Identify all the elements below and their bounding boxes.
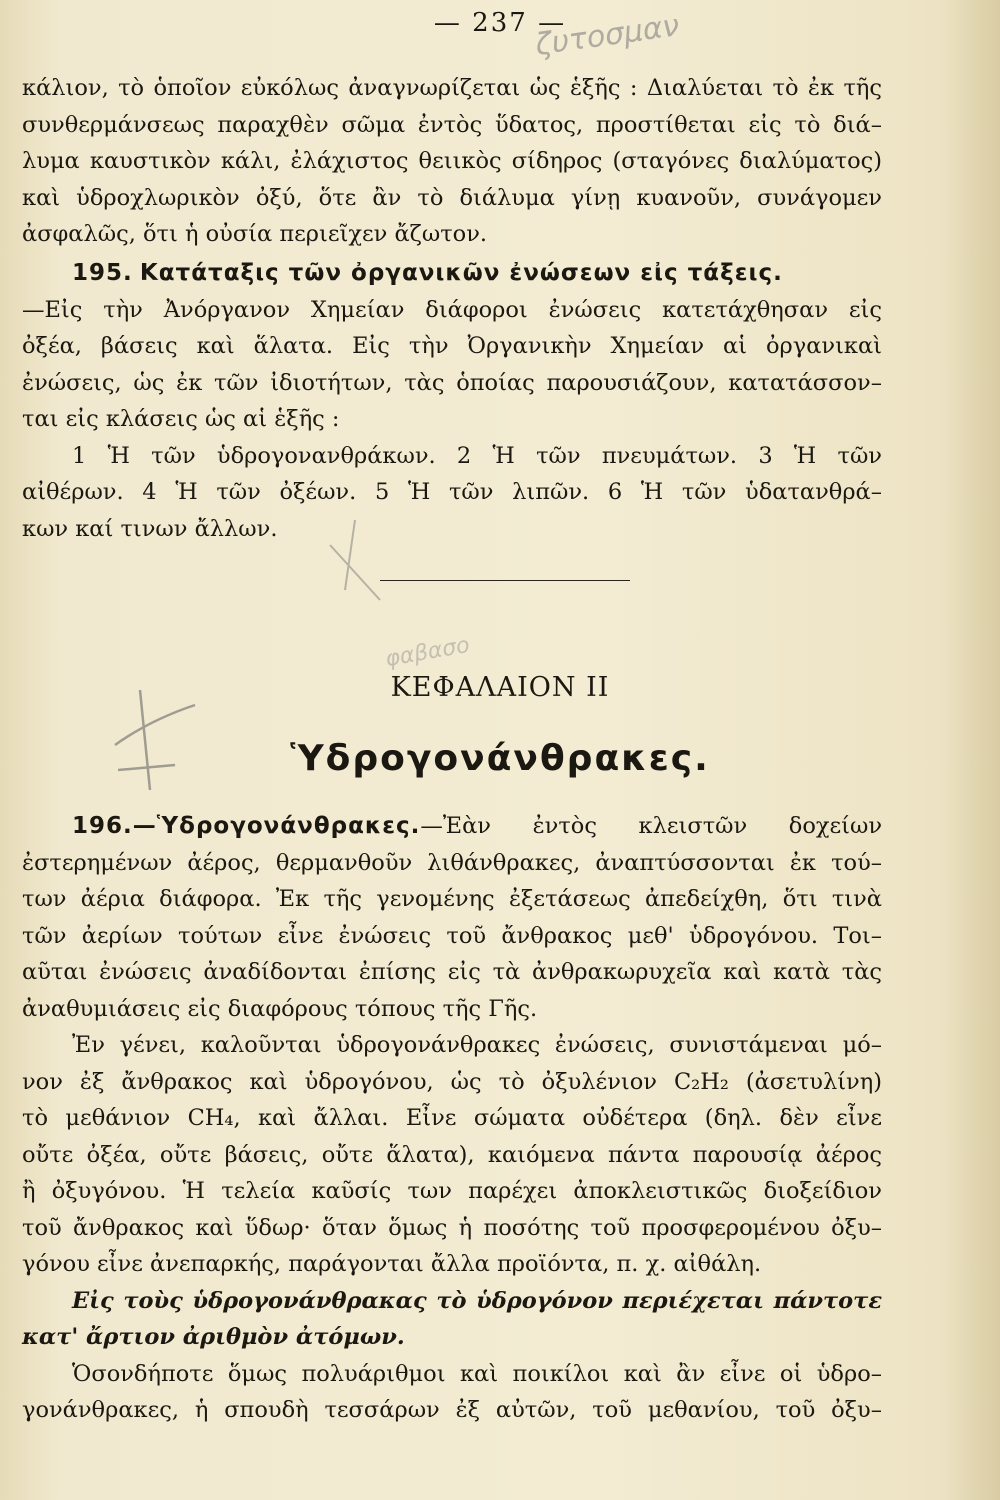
text-line: ἀναθυμιάσεις εἰς διαφόρους τόπους τῆς Γῆς. xyxy=(22,995,538,1022)
text-line: Ὁσονδήποτε ὅμως πολυάριθμοι καὶ ποικίλοι καὶ ἂν εἶνε οἱ ὑδρο– xyxy=(72,1360,882,1387)
section-heading: —Ὑδρογονάνθρακες. xyxy=(132,813,421,839)
text-line: Ἐν γένει, καλοῦνται ὑδρογονάνθρακες ἐνώσεις, συνιστάμεναι μό– xyxy=(72,1032,882,1058)
section-195 xyxy=(22,255,882,547)
section-number: 196. xyxy=(72,813,133,839)
text-line: καὶ ὑδροχλωρικὸν ὀξύ, ὅτε ἂν τὸ διάλυμα γίνῃ κυανοῦν, συνάγομεν xyxy=(22,184,882,211)
class-list-line: αἰθέρων. 4 Ἡ τῶν ὀξέων. 5 Ἡ τῶν λιπῶν. 6 Ἡ τῶν ὑδατανθρά– xyxy=(22,479,882,505)
text-line: κάλιον, τὸ ὁποῖον εὐκόλως ἀναγνωρίζεται ὡς ἑξῆς : Διαλύεται τὸ ἐκ τῆς xyxy=(22,75,882,101)
text-line: συνθερμάνσεως παραχθὲν σῶμα ἐντὸς ὕδατος, προστίθεται εἰς τὸ διά– xyxy=(22,111,882,138)
section-196 xyxy=(22,808,882,1429)
text-line: νον ἐξ ἄνθρακος καὶ ὑδρογόνου, ὡς τὸ ὀξυλένιον C₂H₂ (ἀσετυλίνη) xyxy=(22,1068,882,1095)
text-line: ἐνώσεις, ὡς ἐκ τῶν ἰδιοτήτων, τὰς ὁποίας παρουσιάζουν, κατατάσσον– xyxy=(22,369,882,396)
text-line: τὸ μεθάνιον CH₄, καὶ ἄλλαι. Εἶνε σώματα οὐδέτερα (δηλ. δὲν εἶνε xyxy=(22,1105,882,1131)
pencil-annotation-top: ζυτοσμαν xyxy=(533,8,682,63)
text-line: —Εἰς τὴν Ἀνόργανον Χημείαν διάφοροι ἐνώσεις κατετάχθησαν εἰς xyxy=(22,296,882,323)
text-line: ἀσφαλῶς, ὅτι ἡ οὐσία περιεῖχεν ἄζωτον. xyxy=(22,221,488,247)
text-line: λυμα καυστικὸν κάλι, ἐλάχιστος θειικὸς σίδηρος (σταγόνες διαλύματος) xyxy=(22,148,882,174)
text-line: ἐστερημένων ἀέρος, θερμανθοῦν λιθάνθρακες, ἀναπτύσσονται ἐκ τού– xyxy=(22,849,882,876)
text-line: οὔτε ὀξέα, οὔτε βάσεις, οὔτε ἅλατα), καιόμενα πάντα παρουσίᾳ ἀέρος xyxy=(22,1141,882,1168)
section-heading-line xyxy=(22,255,882,292)
section-divider xyxy=(380,580,630,581)
text-line: ται εἰς κλάσεις ὡς αἱ ἑξῆς : xyxy=(22,406,340,432)
text-line: τοῦ ἄνθρακος καὶ ὕδωρ· ὅταν ὅμως ἡ ποσότης τοῦ προσφερομένου ὀξυ– xyxy=(22,1214,882,1241)
text-run: —Ἐὰν ἐντὸς κλειστῶν δοχείων xyxy=(420,813,882,839)
text-line: γόνου εἶνε ἀνεπαρκής, παράγονται ἄλλα προϊόντα, π. χ. αἰθάλη. xyxy=(22,1251,762,1277)
text-line: Εἰς τοὺς ὑδρογονάνθρακας τὸ ὑδρογόνον περιέχεται πάντοτε xyxy=(72,1287,882,1314)
text-line: γονάνθρακες, ἡ σπουδὴ τεσσάρων ἐξ αὐτῶν, τοῦ μεθανίου, τοῦ ὀξυ– xyxy=(22,1397,882,1423)
text-line: αῦται ἐνώσεις ἀναδίδονται ἐπίσης εἰς τὰ ἀνθρακωρυχεῖα καὶ κατὰ τὰς xyxy=(22,959,882,985)
class-list-line: 1 Ἡ τῶν ὑδρογονανθράκων. 2 Ἡ τῶν πνευμάτων. 3 Ἡ τῶν xyxy=(72,442,882,469)
text-line: κατ' ἄρτιον ἀριθμὸν ἀτόμων. xyxy=(22,1324,405,1350)
page-number: — 237 — xyxy=(433,8,567,38)
section-heading-line xyxy=(22,808,882,845)
text-line: τῶν ἀερίων τούτων εἶνε ἐνώσεις τοῦ ἄνθρακος μεθ' ὑδρογόνου. Τοι– xyxy=(22,922,882,949)
chapter-label: ΚΕΦΑΛΑΙΟΝ ΙΙ xyxy=(390,672,610,703)
section-number: 195. xyxy=(72,260,133,286)
class-list-line: κων καί τινων ἄλλων. xyxy=(22,515,278,542)
top-paragraph xyxy=(22,70,882,253)
chapter-title: Ὑδρογονάνθρακες. xyxy=(290,738,710,779)
text-line: ἢ ὀξυγόνου. Ἡ τελεία καῦσίς των παρέχει ἀποκλειστικῶς διοξείδιον xyxy=(22,1178,882,1204)
section-heading: Κατάταξις τῶν ὀργανικῶν ἐνώσεων εἰς τάξεις. xyxy=(139,260,783,286)
text-line: των ἀέρια διάφορα. Ἐκ τῆς γενομένης ἐξετάσεως ἀπεδείχθη, ὅτι τινὰ xyxy=(22,886,882,912)
pencil-annotation-mid: φαβασο xyxy=(383,632,472,673)
text-line: ὀξέα, βάσεις καὶ ἅλατα. Εἰς τὴν Ὀργανικὴν Χημείαν αἱ ὀργανικαὶ xyxy=(22,333,882,359)
